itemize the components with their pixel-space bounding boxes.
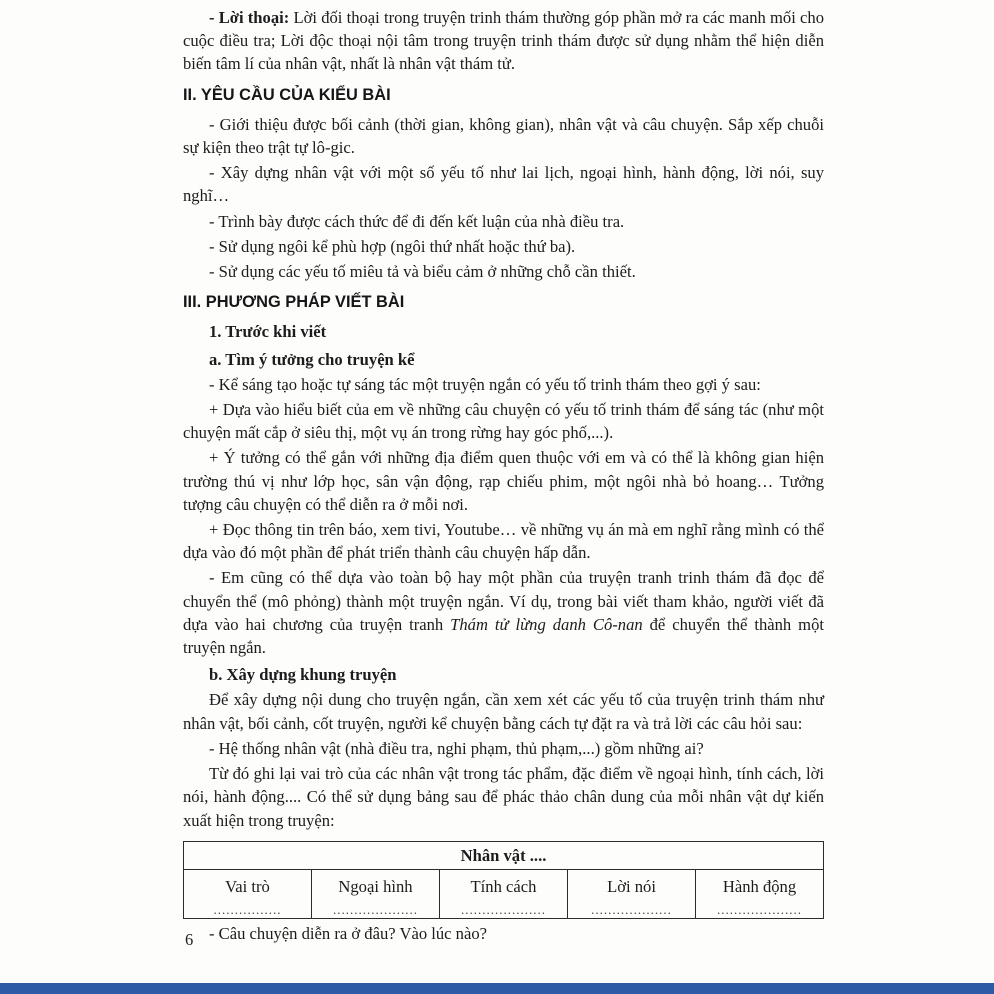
section-heading-ii: II. YÊU CẦU CỦA KIỂU BÀI xyxy=(183,85,391,104)
paragraph: + Dựa vào hiểu biết của em về những câu chuyện có yếu tố trinh thám để sáng tác (như một chuyện mất cắp ở siêu thị, một vụ án trong rừng hay góc phố,...). xyxy=(183,400,824,443)
paragraph: - Giới thiệu được bối cảnh (thời gian, không gian), nhân vật và câu chuyện. Sắp xếp chuỗi sự kiện theo trật tự lô-gic. xyxy=(183,114,824,158)
paragraph: - Trình bày được cách thức để đi đến kết luận của nhà điều tra. xyxy=(209,211,625,231)
paragraph: Để xây dựng nội dung cho truyện ngắn, cần xem xét các yếu tố của truyện trinh thám như nhân vật, bối cảnh, cốt truyện, người kể chuyện bằng cách tự đặt ra và trả lời các câu hỏi sau: xyxy=(183,690,824,733)
character-table xyxy=(183,841,824,919)
paragraph: - Sử dụng các yếu tố miêu tả và biểu cảm ở những chỗ cần thiết. xyxy=(209,262,636,282)
paragraph: + Đọc thông tin trên báo, xem tivi, Youtube… về những vụ án mà em nghĩ rằng mình có thể dựa vào đó một phần để phát triển thành câu chuyện hấp dẫn. xyxy=(183,520,824,563)
table-cell-tinh-cach xyxy=(440,869,568,918)
footer-bar xyxy=(0,983,994,994)
page-content xyxy=(183,6,824,947)
dotted-line: .................... xyxy=(461,904,546,917)
column-label: Vai trò xyxy=(225,876,270,896)
paragraph: + Ý tưởng có thể gắn với những địa điểm quen thuộc với em và có thể là không gian hiện trường thú vị như lớp học, sân vận động, rạp chiếu phim, một ngôi nhà bỏ hoang… Tưởng tượng câu chuyện có thể diễn ra ở mỗi nơi. xyxy=(183,448,824,514)
column-label: Lời nói xyxy=(607,876,656,896)
dotted-line: ................ xyxy=(213,904,282,917)
paragraph-lead: - Lời thoại: xyxy=(209,8,290,27)
paragraph-text: để chuyển thể thành một truyện ngắn. xyxy=(183,614,824,658)
column-label: Tính cách xyxy=(470,876,537,896)
column-label: Ngoại hình xyxy=(338,876,413,896)
subheading-xay-dung-khung-truyen: b. Xây dựng khung truyện xyxy=(209,665,397,685)
column-label: Hành động xyxy=(722,876,797,896)
table-cell-hanh-dong xyxy=(696,869,824,918)
paragraph: - Kể sáng tạo hoặc tự sáng tác một truyện ngắn có yếu tố trinh thám theo gợi ý sau: xyxy=(209,374,761,394)
table-cell-ngoai-hinh xyxy=(312,869,440,918)
table-caption: Nhân vật .... xyxy=(184,841,824,869)
subheading-tim-y-tuong: a. Tìm ý tưởng cho truyện kể xyxy=(209,349,415,369)
paragraph-conan xyxy=(183,566,824,659)
paragraph: - Xây dựng nhân vật với một số yếu tố như lai lịch, ngoại hình, hành động, lời nói, suy nghĩ… xyxy=(183,163,824,206)
table-header-row xyxy=(184,869,824,918)
paragraph: - Câu chuyện diễn ra ở đâu? Vào lúc nào? xyxy=(209,924,488,944)
paragraph: - Sử dụng ngôi kể phù hợp (ngôi thứ nhất hoặc thứ ba). xyxy=(209,236,576,256)
dotted-line: .................... xyxy=(333,904,418,917)
table-caption-row xyxy=(184,841,824,869)
table-cell-vai-tro xyxy=(184,869,312,918)
table-cell-loi-noi xyxy=(568,869,696,918)
section-heading-iii: III. PHƯƠNG PHÁP VIẾT BÀI xyxy=(183,293,405,312)
paragraph-loi-thoai xyxy=(183,6,824,76)
page-number: 6 xyxy=(185,930,194,949)
paragraph-text: - Em cũng có thể dựa vào toàn bộ hay một phần của truyện tranh trinh thám đã đọc để chuyển thể (mô phỏng) thành một truyện ngắn. Ví dụ, trong bài viết tham khảo, người viết đã dựa vào hai chương của truyện tranh xyxy=(183,568,824,634)
paragraph-text: Lời đối thoại trong truyện trinh thám thường góp phần mở ra các manh mối cho cuộc điều tra; Lời độc thoại nội tâm trong truyện trinh thám được sử dụng nhằm thể hiện diễn biến tâm lí của nhân vật, nhất là nhân vật thám tử. xyxy=(183,8,824,74)
paragraph: - Hệ thống nhân vật (nhà điều tra, nghi phạm, thủ phạm,...) gồm những ai? xyxy=(209,738,704,758)
paragraph: Từ đó ghi lại vai trò của các nhân vật trong tác phẩm, đặc điểm về ngoại hình, tính cách, lời nói, hành động.... Có thể sử dụng bảng sau để phác thảo chân dung của mỗi nhân vật dự kiến xuất hiện trong truyện: xyxy=(183,764,824,830)
dotted-line: .................... xyxy=(717,904,802,917)
subheading-truoc-khi-viet: 1. Trước khi viết xyxy=(209,322,327,342)
dotted-line: ................... xyxy=(591,904,672,917)
book-title: Thám tử lừng danh Cô-nan xyxy=(450,614,643,634)
